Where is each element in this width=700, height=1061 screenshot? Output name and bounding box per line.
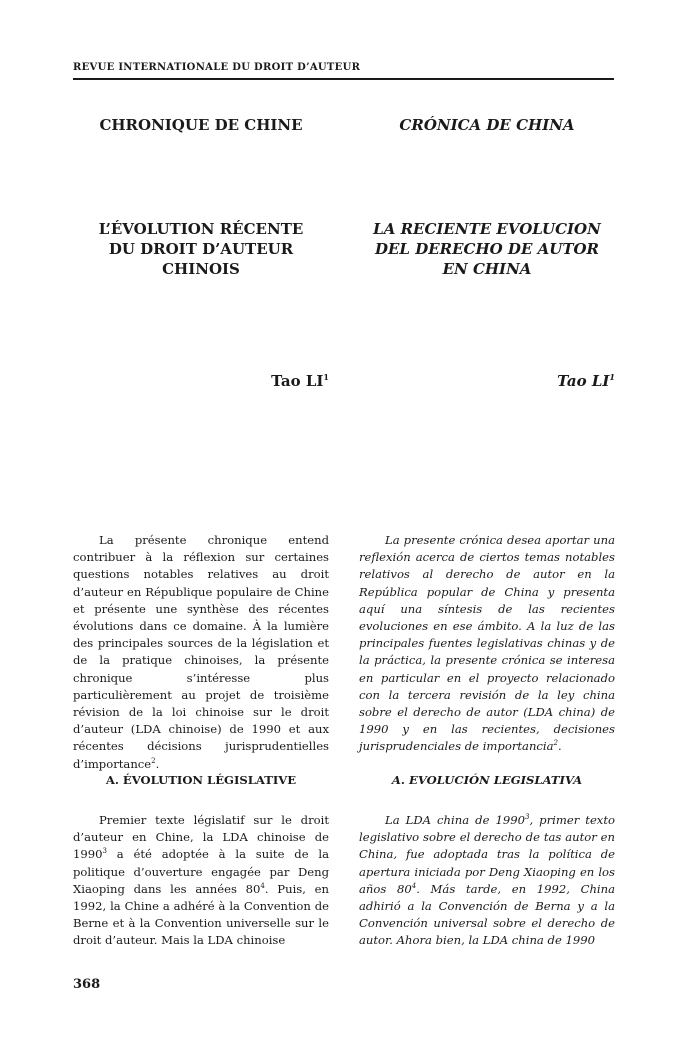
french-leg-text-b: a été adoptée à la suite de la politique d’ouverture engagée par Deng Xiaoping dans les années 80 (73, 847, 329, 896)
french-chronicle-heading: CHRONIQUE DE CHINE (99, 116, 303, 134)
spanish-title-line-3: EN CHINA (442, 260, 532, 278)
french-footnote-ref-4[interactable]: 4 (260, 881, 265, 890)
running-head: REVUE INTERNATIONALE DU DROIT D’AUTEUR (73, 62, 361, 73)
spanish-title-line-2: DEL DERECHO DE AUTOR (374, 240, 600, 258)
spanish-title-line-1: LA RECIENTE EVOLUCION (373, 220, 601, 238)
spanish-author (359, 372, 615, 390)
french-intro-text: La présente chronique entend contribuer à la réflexion sur certaines questions notables relatives au droit d’auteur en République populaire de Chine et présente une synthèse des récentes évolutions dans ce domaine. À la lumière des principales sources de la législation et de la pratique chinoises, la présente chronique s’intéresse plus particulièrement au projet de troisième révision de la loi chinoise sur le droit d’auteur (LDA chinoise) de 1990 et aux récentes décisions jurisprudentielles d’importance (73, 533, 329, 771)
french-footnote-ref-3[interactable]: 3 (102, 847, 107, 856)
spanish-intro-end: . (558, 739, 562, 754)
french-section-heading: A. ÉVOLUTION LÉGISLATIVE (105, 773, 297, 787)
french-author-footnote-ref[interactable]: 1 (323, 372, 329, 382)
spanish-intro-paragraph (359, 532, 615, 756)
spanish-leg-text-c: . Más tarde, en 1992, China adhirió a la Convención de Berna y a la Convención universal sobre el derecho de autor. Ahora bien, la LDA china de 1990 (359, 881, 615, 948)
spanish-leg-text-a: La LDA china de 1990 (385, 813, 525, 827)
french-title-line-2: DU DROIT D’AUTEUR (108, 240, 294, 258)
spanish-author-name: Tao LI (557, 372, 610, 390)
spanish-article-title (359, 219, 615, 279)
spanish-author-footnote-ref[interactable]: 1 (609, 372, 615, 382)
french-title-line-1: L’ÉVOLUTION RÉCENTE (98, 220, 304, 238)
french-author-name: Tao LI (271, 372, 324, 390)
spanish-section-heading: A. EVOLUCIÓN LEGISLATIVA (391, 773, 583, 787)
french-leg-text-a: Premier texte législatif sur le droit d’auteur en Chine, la LDA chinoise de 1990 (73, 813, 329, 862)
french-article-title (73, 219, 329, 279)
spanish-chronicle-heading: CRÓNICA DE CHINA (399, 116, 575, 134)
french-leg-text-c: . Puis, en 1992, la Chine a adhéré à la Convention de Berne et à la Convention universelle sur le droit d’auteur. Mais la LDA chinoise (73, 881, 329, 948)
french-intro-paragraph (73, 532, 329, 773)
spanish-intro-text: La presente crónica desea aportar una reflexión acerca de ciertos temas notables relativos al derecho de autor en la República popular de China y presenta aquí una síntesis de las recientes evoluciones en ese ámbito. A la luz de las principales fuentes legislativas chinas y de la práctica, la presente crónica se interesa en particular en el proyecto relacionado con la tercera revisión de la ley china sobre el derecho de autor (LDA china) de 1990 y en las recientes, decisiones jurisprudenciales de importancia (359, 533, 615, 754)
spanish-footnote-ref-3[interactable]: 3 (524, 813, 530, 822)
french-title-line-3: CHINOIS (162, 260, 240, 278)
french-intro-end: . (155, 756, 160, 771)
header-rule (73, 78, 614, 80)
spanish-footnote-ref-2[interactable]: 2 (553, 739, 558, 748)
page-number: 368 (73, 977, 101, 992)
french-footnote-ref-2[interactable]: 2 (151, 756, 156, 765)
spanish-leg-text-b: , primer texto legislativo sobre el derecho de tas autor en China, fue adoptada tras la política de apertura iniciada por Deng Xiaoping en los años 80 (359, 813, 615, 896)
french-author (73, 372, 329, 390)
french-legislative-paragraph (73, 812, 329, 950)
spanish-footnote-ref-4[interactable]: 4 (411, 881, 417, 890)
spanish-legislative-paragraph (359, 812, 615, 950)
